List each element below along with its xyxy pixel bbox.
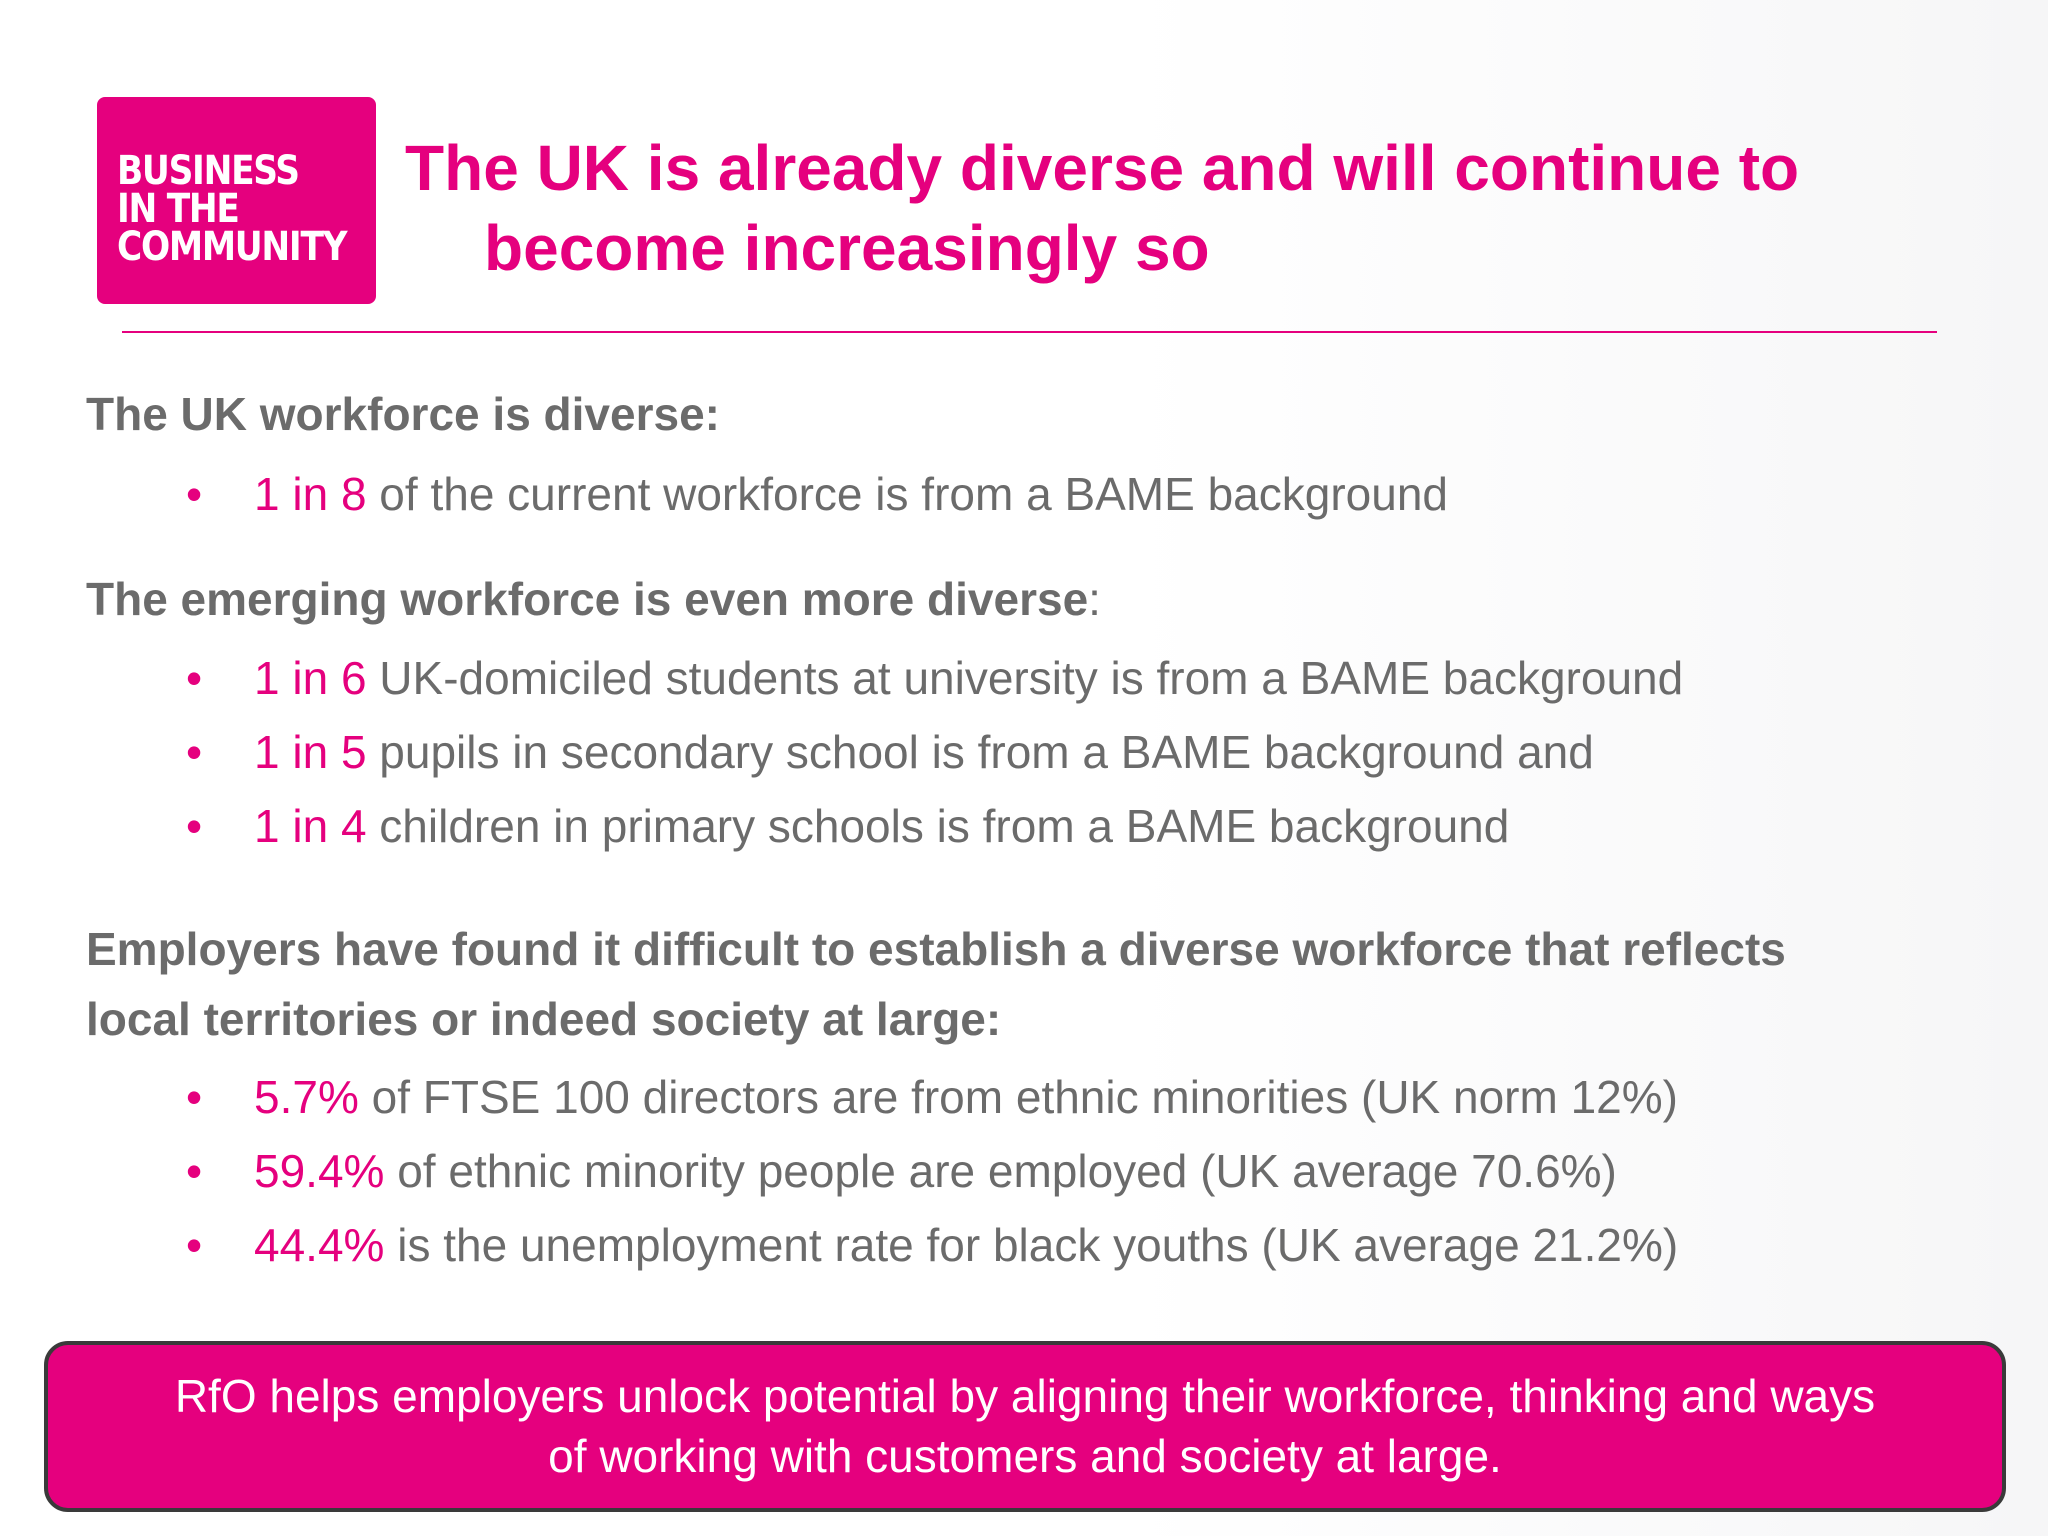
bullet-item — [186, 1067, 1678, 1127]
bullet-highlight: 59.4% — [254, 1145, 385, 1197]
logo-line-1: BUSINESS — [117, 148, 299, 194]
bullet-highlight: 1 in 6 — [254, 652, 367, 704]
callout-line-2: of working with customers and society at large. — [548, 1430, 1502, 1482]
bullet-dot: • — [186, 1219, 203, 1271]
bullet-item — [186, 1141, 1617, 1201]
section-heading-emerging-workforce — [86, 565, 1101, 633]
bullet-text: UK-domiciled students at university is from a BAME background — [366, 652, 1684, 704]
bullet-dot: • — [186, 652, 203, 704]
section-heading-employers-line-1: Employers have found it difficult to establish a diverse workforce that reflects — [86, 923, 1786, 975]
bullet-item — [186, 722, 1594, 782]
callout-line-1: RfO helps employers unlock potential by aligning their workforce, thinking and ways — [174, 1370, 1876, 1422]
bullet-text: is the unemployment rate for black youths (UK average 21.2%) — [384, 1219, 1679, 1271]
bullet-item — [186, 1215, 1678, 1275]
slide-title-line-1: The UK is already diverse and will continue to — [405, 132, 1800, 204]
business-in-the-community-logo — [97, 97, 376, 304]
logo-line-2: IN THE — [117, 186, 239, 232]
bullet-text: pupils in secondary school is from a BAME background and — [366, 726, 1594, 778]
bullet-highlight: 44.4% — [254, 1219, 385, 1271]
bullet-dot: • — [186, 800, 203, 852]
title-divider — [122, 331, 1937, 333]
bullet-highlight: 5.7% — [254, 1071, 359, 1123]
logo-line-3: COMMUNITY — [117, 224, 347, 270]
bullet-text: children in primary schools is from a BAME background — [366, 800, 1510, 852]
section-heading-text: The emerging workforce is even more diverse — [86, 573, 1089, 625]
section-heading-colon: : — [1088, 573, 1101, 625]
rfo-callout-box — [44, 1341, 2006, 1512]
bullet-item — [186, 464, 1448, 524]
bullet-dot: • — [186, 468, 203, 520]
bullet-text: of ethnic minority people are employed (UK average 70.6%) — [384, 1145, 1617, 1197]
section-heading-employers-line-2: local territories or indeed society at large: — [86, 993, 1002, 1045]
bullet-text: of the current workforce is from a BAME background — [366, 468, 1448, 520]
bullet-highlight: 1 in 8 — [254, 468, 367, 520]
slide-title-line-2: become increasingly so — [484, 212, 1210, 284]
slide-title — [405, 128, 1965, 288]
bullet-highlight: 1 in 4 — [254, 800, 367, 852]
bullet-dot: • — [186, 1145, 203, 1197]
section-heading-workforce: The UK workforce is diverse: — [86, 388, 720, 440]
bullet-item — [186, 796, 1509, 856]
bullet-item — [186, 648, 1683, 708]
bullet-dot: • — [186, 1071, 203, 1123]
bullet-text: of FTSE 100 directors are from ethnic minorities (UK norm 12%) — [358, 1071, 1678, 1123]
bullet-highlight: 1 in 5 — [254, 726, 367, 778]
bullet-dot: • — [186, 726, 203, 778]
